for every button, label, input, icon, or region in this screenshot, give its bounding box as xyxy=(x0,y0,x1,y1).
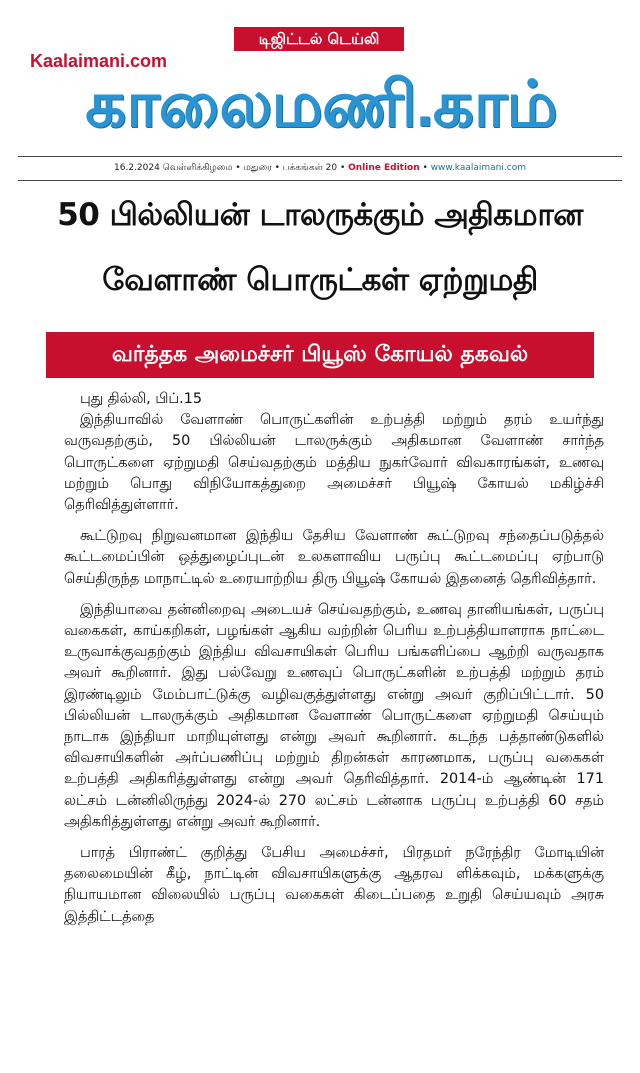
dateline-edition: Online Edition xyxy=(348,163,420,173)
dateline-url[interactable]: www.kaalaimani.com xyxy=(430,163,526,173)
headline-line-2: வேளாண் பொருட்கள் ஏற்றுமதி xyxy=(102,262,538,298)
masthead xyxy=(0,0,640,160)
headline-line-1: 50 பில்லியன் டாலருக்கும் அதிகமான xyxy=(57,197,583,233)
dateline-place: புது தில்லி, பிப்.15 xyxy=(80,391,203,407)
dateline: 16.2.2024 வெள்ளிக்கிழமை • மதுரை • பக்கங்கள் 20 • Online Edition • www.kaalaimani.com xyxy=(114,163,526,173)
masthead-bottom-rule xyxy=(18,180,622,181)
article-body xyxy=(64,389,604,938)
paragraph: இந்தியாவை தன்னிறைவு அடையச் செய்வதற்கும், உணவு தானியங்கள், பருப்பு வகைகள், காய்கறிகள், பழங்கள் ஆகிய வற்றின் பெரிய உற்பத்தியாளராக நாட்டை உருவாக்குவதற்கும் இந்திய விவசாயிகள் பெரிய பங்களிப்பை ஆற்றி வருவதாக அவர் கூறினார். இது பல்வேறு உணவுப் பொருட்களின் உற்பத்தி மற்றும் தரம் இரண்டிலும் மேம்பாட்டுக்கு வழிவகுத்துள்ளது என்று அவர் குறிப்பிட்டார். 50 பில்லியன் டாலருக்கும் அதிகமான வேளாண் பொருட்களை ஏற்றுமதி செய்யும் நாடாக இந்தியா மாறியுள்ளது என்று அவர் கூறினார். கடந்த பத்தாண்டுகளில் விவசாயிகளின் அர்ப்பணிப்பு மற்றும் திறன்கள் காரணமாக, பருப்பு வகைகள் உற்பத்தி அதிகரித்துள்ளது என்று அவர் தெரிவித்தார். 2014-ம் ஆண்டின் 171 லட்சம் டன்னிலிருந்து 2024-ல் 270 லட்சம் டன்னாக பருப்பு உற்பத்தி 60 சதம் அதிகரித்துள்ளது என்று அவர் கூறினார். xyxy=(64,601,604,830)
paragraph: இந்தியாவில் வேளாண் பொருட்களின் உற்பத்தி மற்றும் தரம் உயர்ந்து வருவதற்கும், 50 பில்லியன் டாலருக்கும் அதிகமான வேளாண் சார்ந்த பொருட்களை ஏற்றுமதி செய்வதற்கும் மத்திய நுகர்வோர் விவகாரங்கள், உணவு மற்றும் பொது விநியோகத்துறை அமைச்சர் பியூஷ் கோயல் மகிழ்ச்சி தெரிவித்துள்ளார். xyxy=(64,412,604,514)
site-name-small[interactable]: Kaalaimani.com xyxy=(30,51,168,71)
dateline-day: வெள்ளிக்கிழமை xyxy=(162,163,233,173)
masthead-top-rule xyxy=(18,156,622,157)
dateline-pages: பக்கங்கள் 20 xyxy=(282,163,338,173)
paragraph: பாரத் பிராண்ட் குறித்து பேசிய அமைச்சர், பிரதமர் நரேந்திர மோடியின் தலைமையின் கீழ், நாட்டின் விவசாயிகளுக்கு ஆதரவ ளிக்கவும், மக்களுக்கு நியாயமான விலையில் பருப்பு வகைகள் கிடைப்பதை உறுதி செய்யவும் அரசு இத்திட்டத்தை xyxy=(64,845,604,925)
dateline-city: மதுரை xyxy=(243,163,272,173)
subheadline: வர்த்தக அமைச்சர் பியூஸ் கோயல் தகவல் xyxy=(46,332,594,378)
logo[interactable]: காலைமணி.காம் xyxy=(85,68,557,140)
dateline-date: 16.2.2024 xyxy=(114,163,160,173)
masthead-tagline: டிஜிட்டல் டெய்லி xyxy=(234,27,404,51)
paragraph: கூட்டுறவு நிறுவனமான இந்திய தேசிய வேளாண் கூட்டுறவு சந்தைப்படுத்தல் கூட்டமைப்பின் ஒத்துழைப்புடன் உலகளாவிய பருப்பு கூட்டமைப்பு ஏற்பாடு செய்திருந்த மாநாட்டில் உரையாற்றிய திரு பியூஷ் கோயல் இதனைத் தெரிவித்தார். xyxy=(64,528,604,587)
